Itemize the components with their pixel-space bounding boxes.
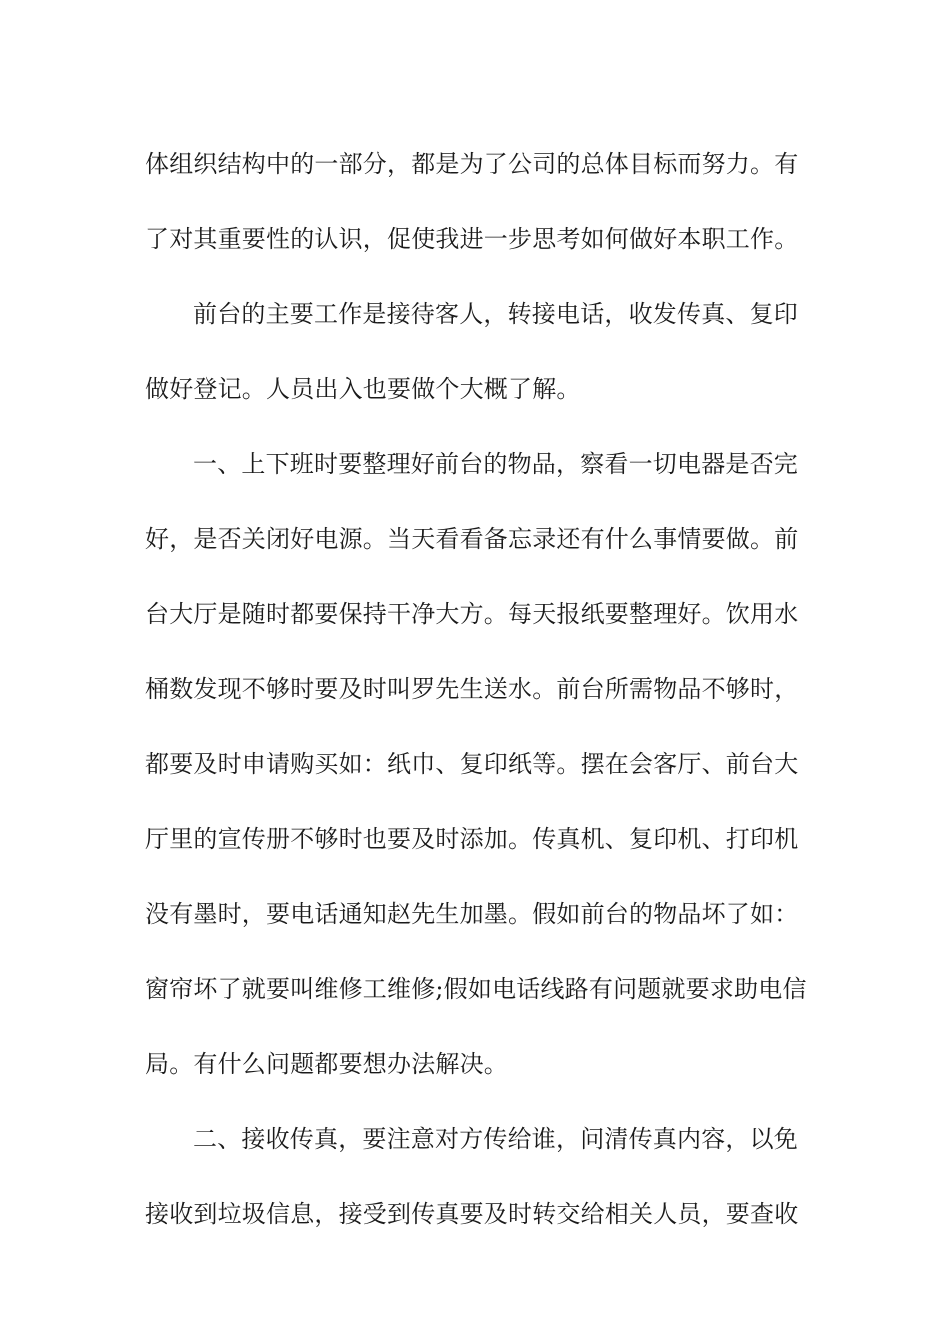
text-line: 前台的主要工作是接待客人，转接电话，收发传真、复印 <box>193 300 798 328</box>
text-line: 台大厅是随时都要保持干净大方。每天报纸要整理好。饮用水 <box>145 600 799 628</box>
text-line: 都要及时申请购买如：纸巾、复印纸等。摆在会客厅、前台大 <box>145 750 799 778</box>
text-line: 做好登记。人员出入也要做个大概了解。 <box>145 375 581 403</box>
paragraph-3 <box>145 427 805 1102</box>
paragraph-4 <box>145 1102 805 1252</box>
text-line: 好，是否关闭好电源。当天看看备忘录还有什么事情要做。前 <box>145 525 799 553</box>
text-line: 桶数发现不够时要及时叫罗先生送水。前台所需物品不够时， <box>145 675 799 703</box>
text-line: 了对其重要性的认识，促使我进一步思考如何做好本职工作。 <box>145 225 799 253</box>
text-line: 厅里的宣传册不够时也要及时添加。传真机、复印机、打印机 <box>145 825 799 853</box>
text-line: 窗帘坏了就要叫维修工维修;假如电话线路有问题就要求助电信 <box>145 975 807 1003</box>
document-body <box>145 127 805 1252</box>
paragraph-1 <box>145 127 805 277</box>
text-line: 二、接收传真，要注意对方传给谁，问清传真内容，以免 <box>193 1125 798 1153</box>
text-line: 没有墨时，要电话通知赵先生加墨。假如前台的物品坏了如： <box>145 900 799 928</box>
text-line: 一、上下班时要整理好前台的物品，察看一切电器是否完 <box>193 450 798 478</box>
text-line: 局。有什么问题都要想办法解决。 <box>145 1050 508 1078</box>
text-line: 接收到垃圾信息，接受到传真要及时转交给相关人员，要查收 <box>145 1200 799 1228</box>
paragraph-2 <box>145 277 805 427</box>
text-line: 体组织结构中的一部分，都是为了公司的总体目标而努力。有 <box>145 150 799 178</box>
